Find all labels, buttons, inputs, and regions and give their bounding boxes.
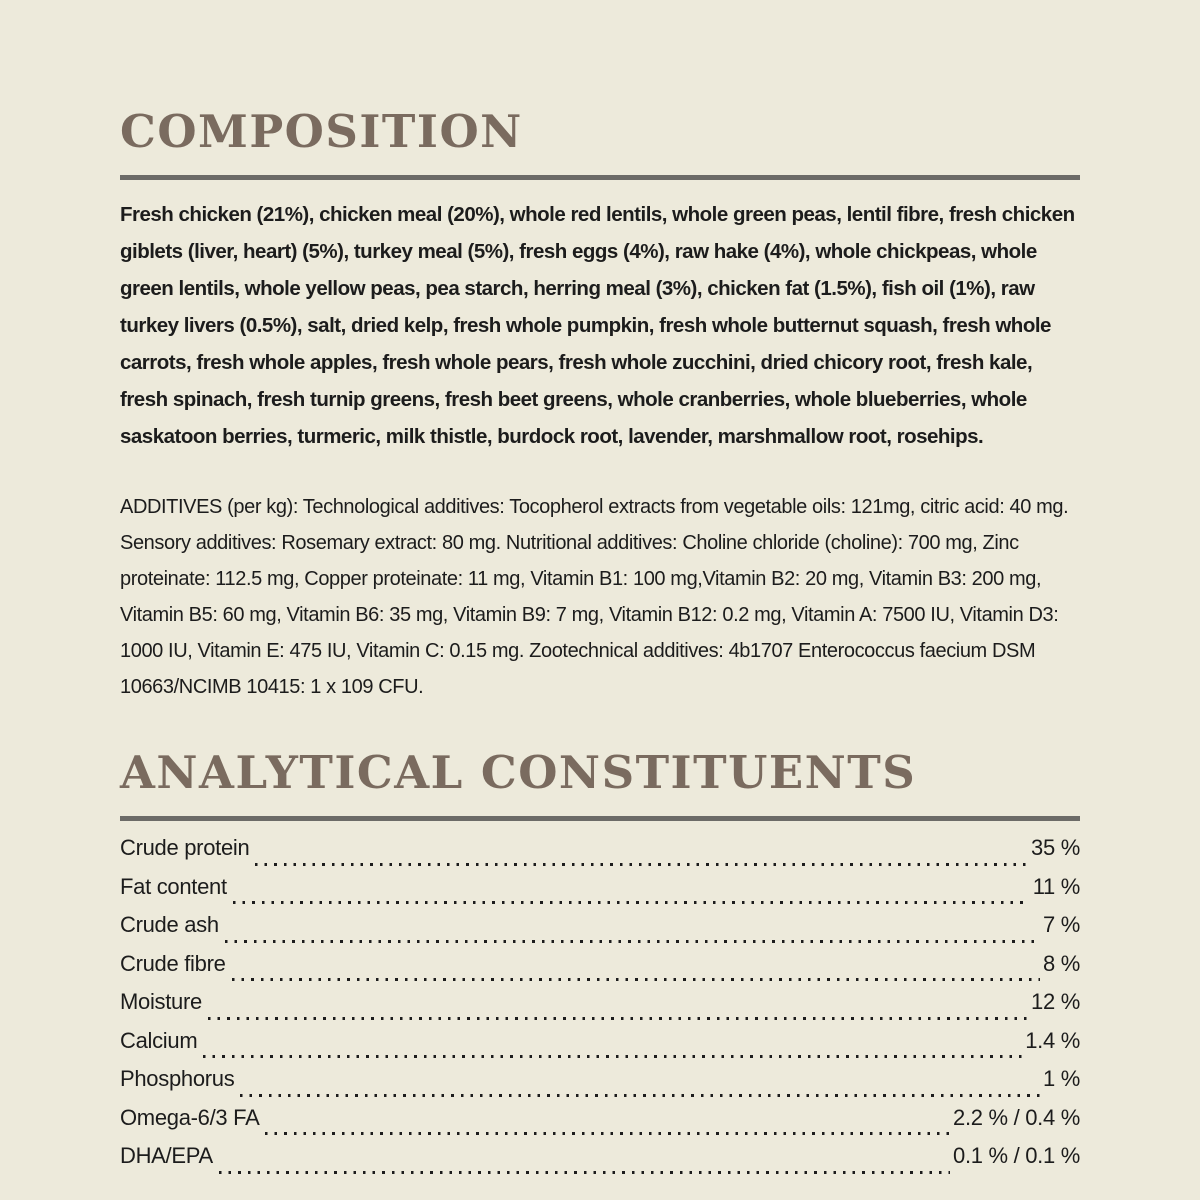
table-row — [120, 1066, 1080, 1105]
composition-section — [120, 106, 1080, 705]
row-value: 7 % — [1042, 912, 1080, 937]
row-value: 0.1 % / 0.1 % — [953, 1143, 1080, 1168]
row-label: DHA/EPA — [120, 1143, 213, 1168]
dot-leader — [255, 863, 1028, 866]
row-value: 35 % — [1031, 835, 1080, 860]
dot-leader — [208, 1017, 1028, 1020]
table-row — [120, 951, 1080, 990]
dot-leader — [219, 1171, 950, 1174]
row-value: 8 % — [1042, 950, 1080, 976]
table-row — [120, 835, 1080, 874]
row-value: 12 % — [1031, 989, 1080, 1014]
row-value: 1 % — [1042, 1066, 1080, 1091]
analytical-title: ANALYTICAL CONSTITUENTS — [120, 746, 917, 799]
dot-leader — [233, 901, 1030, 904]
row-value: 1.4 % — [1025, 1027, 1080, 1053]
dot-leader — [203, 1055, 1022, 1058]
row-value: 11 % — [1032, 873, 1080, 899]
row-label: Moisture — [120, 989, 202, 1014]
analytical-table — [120, 835, 1080, 1182]
analytical-section — [120, 747, 1080, 1182]
table-row — [120, 874, 1080, 913]
row-label: Fat content — [120, 873, 227, 899]
row-label: Crude ash — [120, 912, 219, 937]
ingredients-paragraph: Fresh chicken (21%), chicken meal (20%), whole red lentils, whole green peas, lentil fibre, fresh chicken giblets (liver, heart) (5%), turkey meal (5%), fresh eggs (4%), raw hake (4%), whole chickpeas, whole green lentils, whole yellow peas, pea starch, herring meal (3%), chicken fat (1.5%), fish oil (1%), raw turkey livers (0.5%), salt, dried kelp, fresh whole pumpkin, fresh whole butternut squash, fresh whole carrots, fresh whole apples, fresh whole pears, fresh whole zucchini, dried chicory root, fresh kale, fresh spinach, fresh turnip greens, fresh beet greens, whole cranberries, whole blueberries, whole saskatoon berries, turmeric, milk thistle, burdock root, lavender, marshmallow root, rosehips. — [120, 203, 1075, 448]
table-row — [120, 989, 1080, 1028]
table-row — [120, 1105, 1080, 1144]
composition-divider — [120, 175, 1080, 180]
row-label: Calcium — [120, 1027, 198, 1053]
table-row — [120, 912, 1080, 951]
dot-leader — [240, 1094, 1040, 1097]
additives-paragraph: ADDITIVES (per kg): Technological additives: Tocopherol extracts from vegetable oils: 121mg, citric acid: 40 mg. Sensory additives: Rosemary extract: 80 mg. Nutritional additives: Choline chloride (choline): 700 mg, Zinc proteinate: 112.5 mg, Copper proteinate: 11 mg, Vitamin B1: 100 mg,Vitamin B2: 20 mg, Vitamin B3: 200 mg, Vitamin B5: 60 mg, Vitamin B6: 35 mg, Vitamin B9: 7 mg, Vitamin B12: 0.2 mg, Vitamin A: 7500 IU, Vitamin D3: 1000 IU, Vitamin E: 475 IU, Vitamin C: 0.15 mg. Zootechnical additives: 4b1707 Enterococcus faecium DSM 10663/NCIMB 10415: 1 x 109 CFU. — [120, 496, 1069, 698]
dot-leader — [232, 978, 1040, 981]
row-label: Omega-6/3 FA — [120, 1104, 260, 1130]
analytical-divider — [120, 816, 1080, 821]
row-label: Crude fibre — [120, 950, 226, 976]
dot-leader — [265, 1132, 950, 1135]
table-row — [120, 1028, 1080, 1067]
composition-title: COMPOSITION — [120, 105, 523, 158]
row-value: 2.2 % / 0.4 % — [953, 1104, 1080, 1130]
row-label: Crude protein — [120, 835, 250, 860]
dot-leader — [225, 940, 1040, 943]
table-row — [120, 1143, 1080, 1182]
row-label: Phosphorus — [120, 1066, 235, 1091]
